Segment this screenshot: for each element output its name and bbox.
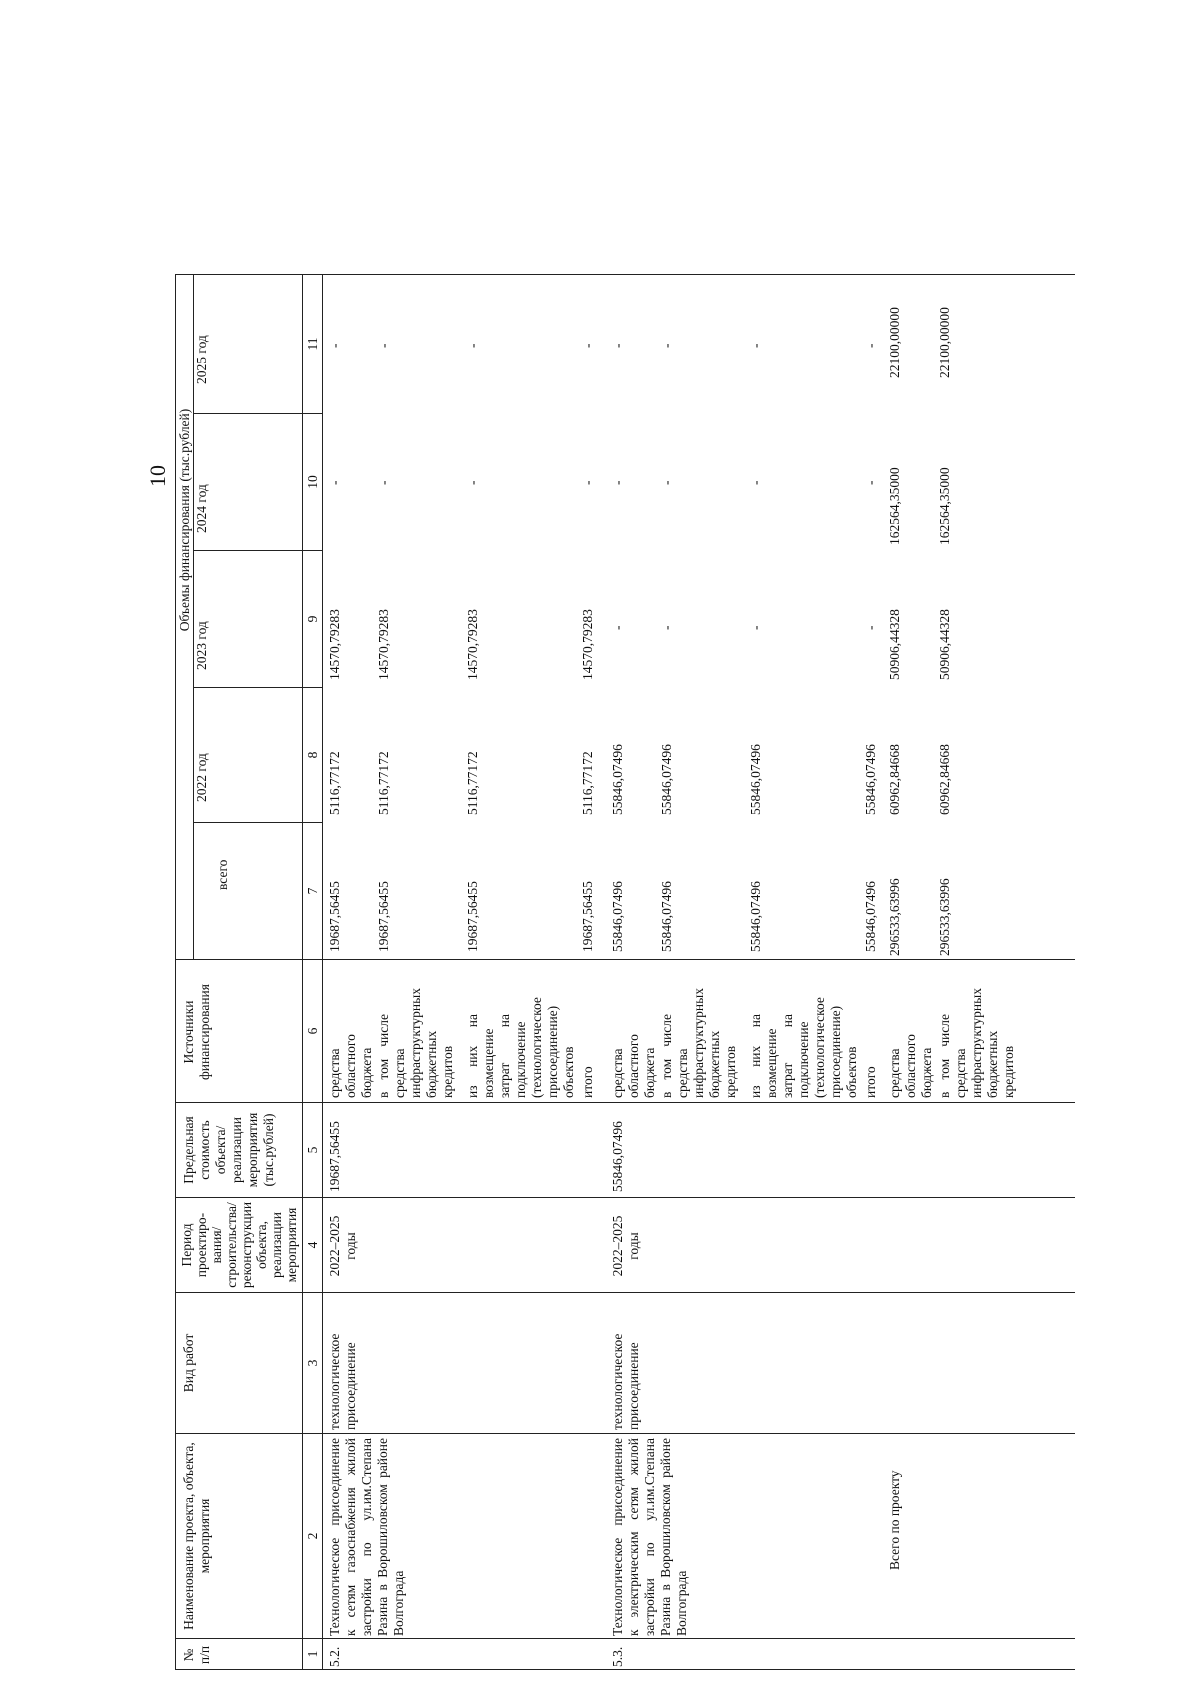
col-number: 10 (305, 475, 320, 489)
header-no: № п/п (181, 1645, 212, 1665)
value-2022: 60962,84668 (887, 744, 902, 815)
header-name: Наименование проекта, объекта, мероприятия (181, 1442, 212, 1630)
value-2023: 50906,44328 (887, 609, 902, 680)
row-cost: 55846,07496 (610, 1121, 625, 1192)
source-label: итого (863, 1066, 878, 1098)
table-rule-vertical (193, 550, 322, 551)
source-label: средства областного бюджета (887, 1034, 934, 1098)
col-number: 8 (305, 751, 320, 759)
table-rule-horizontal (175, 275, 176, 1670)
value-2023: - (748, 625, 763, 630)
value-2024: - (659, 480, 674, 485)
table-rule-vertical (175, 1102, 1075, 1103)
value-2022: 55846,07496 (659, 744, 674, 815)
value-2024: - (465, 480, 480, 485)
col-number: 5 (305, 1146, 320, 1154)
table-rule-vertical (193, 687, 322, 688)
value-2022: 60962,84668 (937, 744, 952, 815)
source-label: средства областного бюджета (327, 1034, 374, 1098)
value-2023: 50906,44328 (937, 609, 952, 680)
value-2024: 162564,35000 (937, 467, 952, 545)
value-2025: - (748, 343, 763, 348)
table-rule-vertical (175, 1197, 1075, 1198)
header-funding: Объемы финансирования (тыс.рублей) (177, 408, 192, 632)
value-2023: 14570,79283 (580, 609, 595, 680)
value-total: 55846,07496 (610, 881, 625, 952)
row-work: технологическое присоединение (610, 1333, 641, 1430)
row-number: 5.3. (610, 1646, 625, 1667)
value-2025: 22100,00000 (887, 307, 902, 378)
value-total: 296533,63996 (887, 878, 902, 956)
value-2024: 162564,35000 (887, 467, 902, 545)
table-rule-horizontal (193, 275, 194, 959)
table-rule-vertical (175, 1638, 1075, 1639)
source-label: из них на возмещение затрат на подключение (технологическое присоединение) объектов (465, 997, 576, 1098)
rotated-table (175, 70, 1075, 1670)
table-rule-vertical (175, 1669, 1075, 1670)
header-2025: 2025 год (194, 335, 209, 384)
header-2022: 2022 год (194, 753, 209, 802)
row-period: 2022–2025 годы (610, 1215, 641, 1277)
value-2023: - (863, 625, 878, 630)
value-2024: - (748, 480, 763, 485)
value-2024: - (863, 480, 878, 485)
value-2022: 5116,77172 (580, 751, 595, 815)
value-2022: 5116,77172 (376, 751, 391, 815)
value-total: 55846,07496 (863, 881, 878, 952)
source-label: в том числе средства инфраструктурных бюджетных кредитов (376, 988, 455, 1098)
value-2023: 14570,79283 (376, 609, 391, 680)
value-2025: - (376, 343, 391, 348)
value-2025: - (465, 343, 480, 348)
value-total: 296533,63996 (937, 878, 952, 956)
row-period: 2022–2025 годы (327, 1215, 358, 1277)
value-2023: 14570,79283 (327, 609, 342, 680)
value-total: 19687,56455 (580, 881, 595, 952)
value-2023: - (610, 625, 625, 630)
value-2023: - (659, 625, 674, 630)
table-rule-horizontal (302, 275, 303, 1670)
source-label: из них на возмещение затрат на подключение (технологическое присоединение) объектов (748, 997, 859, 1098)
table-rule-horizontal (322, 275, 323, 1670)
value-total: 55846,07496 (659, 881, 674, 952)
source-label: итого (580, 1066, 595, 1098)
value-2022: 55846,07496 (863, 744, 878, 815)
col-number: 6 (305, 1027, 320, 1035)
header-period: Период проектиро-вания/ строительства/ реконструкции объекта, реализации мероприятия (179, 1201, 299, 1289)
table-rule-vertical (175, 1292, 1075, 1293)
value-2022: 5116,77172 (465, 751, 480, 815)
col-number: 3 (305, 1359, 320, 1367)
value-total: 19687,56455 (465, 881, 480, 952)
col-number: 4 (305, 1241, 320, 1249)
table-rule-vertical (175, 1433, 1075, 1434)
header-2023: 2023 год (194, 621, 209, 670)
row-name: Технологическое присоединение к электрическим сетям жилой застройки по ул.им.Степана Разина в Ворошиловском районе Волгограда (610, 1438, 689, 1636)
header-source: Источники финансирования (181, 984, 212, 1080)
value-2025: - (659, 343, 674, 348)
value-2025: - (863, 343, 878, 348)
col-number: 9 (305, 615, 320, 623)
value-2024: - (327, 480, 342, 485)
value-2025: 22100,00000 (937, 307, 952, 378)
table-rule-vertical (175, 274, 1075, 275)
table-rule-vertical (193, 822, 322, 823)
row-name: Технологическое присоединение к сетям газоснабжения жилой застройки по ул.им.Степана Разина в Ворошиловском районе Волгограда (327, 1438, 406, 1636)
col-number: 1 (305, 1650, 320, 1658)
value-2022: 5116,77172 (327, 751, 342, 815)
row-number: 5.2. (327, 1646, 342, 1667)
header-work: Вид работ (181, 1333, 196, 1393)
page-number: 10 (145, 465, 170, 487)
value-2025: - (580, 343, 595, 348)
source-label: в том числе средства инфраструктурных бюджетных кредитов (659, 988, 738, 1098)
header-2024: 2024 год (194, 484, 209, 533)
col-number: 11 (305, 337, 320, 351)
source-label: в том числе средства инфраструктурных бюджетных кредитов (937, 988, 1016, 1098)
value-total: 19687,56455 (376, 881, 391, 952)
table-rule-vertical (175, 959, 1075, 960)
value-2024: - (580, 480, 595, 485)
project-total-label: Всего по проекту (887, 1470, 902, 1570)
col-number: 7 (305, 887, 320, 895)
value-2025: - (327, 343, 342, 348)
row-cost: 19687,56455 (327, 1121, 342, 1192)
value-2024: - (610, 480, 625, 485)
value-2024: - (376, 480, 391, 485)
value-total: 19687,56455 (327, 881, 342, 952)
value-2022: 55846,07496 (748, 744, 763, 815)
row-work: технологическое присоединение (327, 1333, 358, 1430)
header-cost: Предельная стоимость объекта/ реализации мероприятия (тыс.рублей) (181, 1112, 276, 1188)
col-number: 2 (305, 1532, 320, 1540)
value-2023: 14570,79283 (465, 609, 480, 680)
value-2022: 55846,07496 (610, 744, 625, 815)
value-2025: - (610, 343, 625, 348)
header-total: всего (215, 859, 230, 890)
funding-table (175, 70, 1075, 1670)
source-label: средства областного бюджета (610, 1034, 657, 1098)
table-rule-vertical (193, 413, 322, 414)
value-total: 55846,07496 (748, 881, 763, 952)
